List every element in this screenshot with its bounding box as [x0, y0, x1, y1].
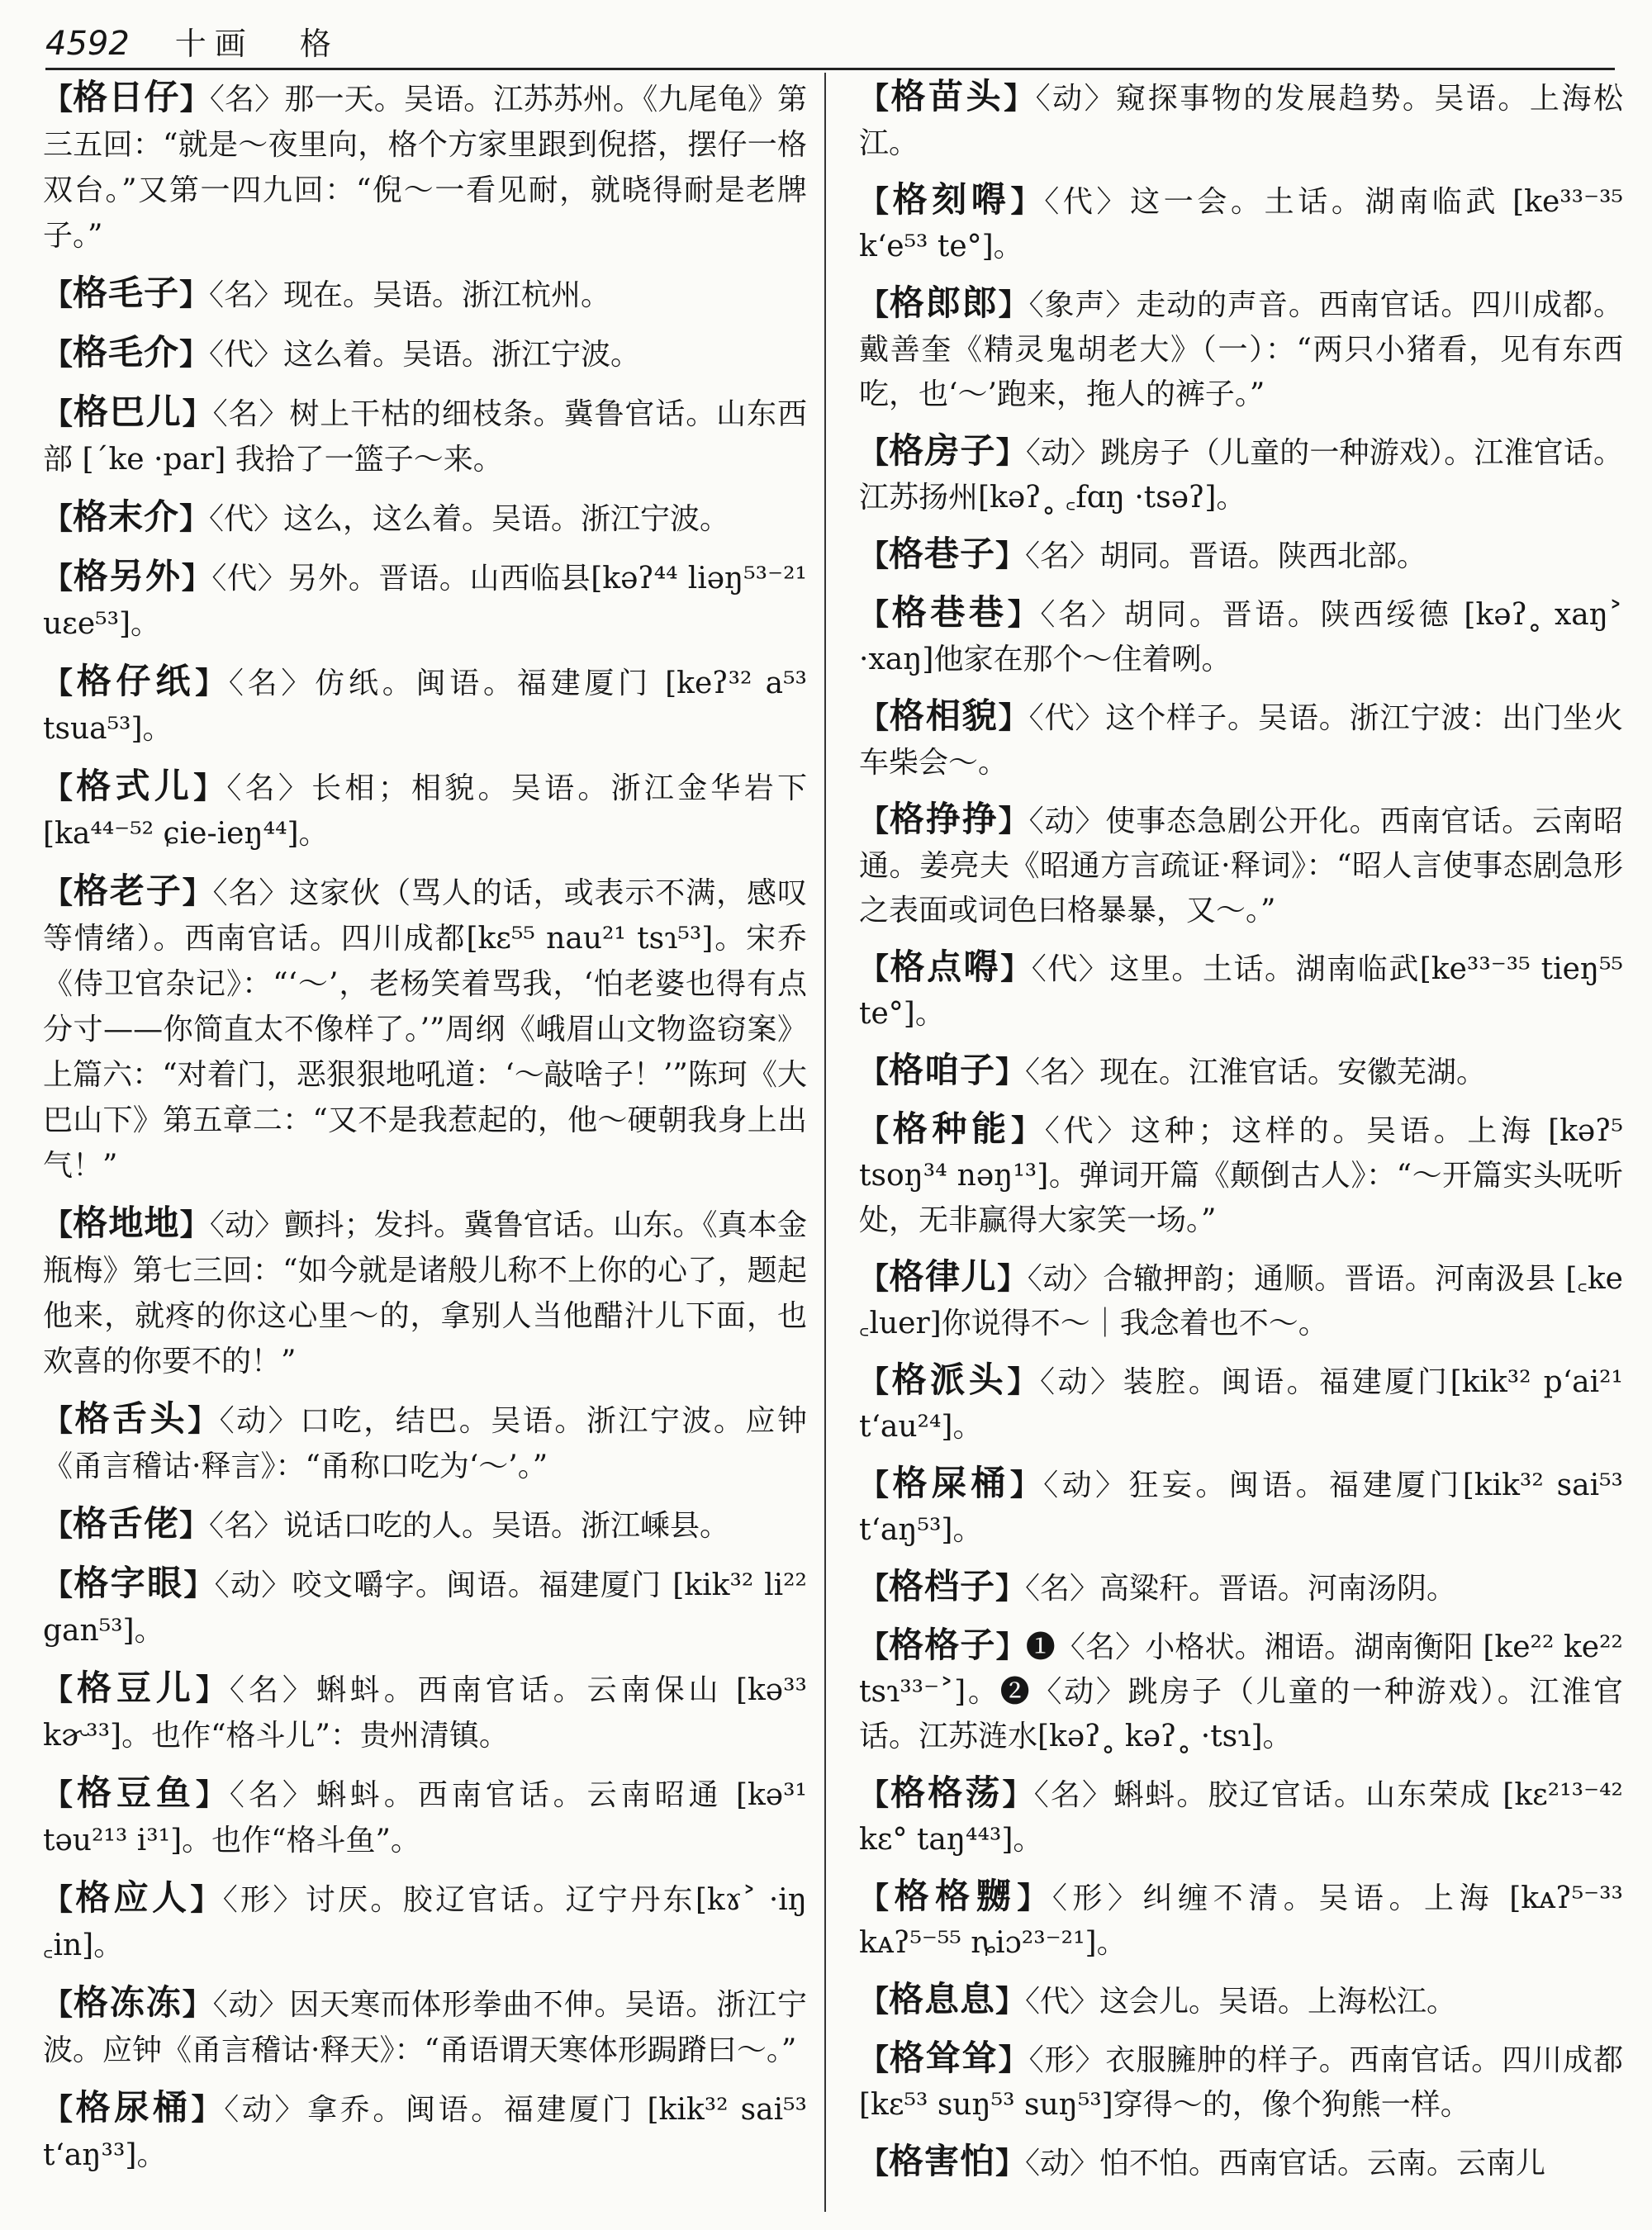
- headword-bracket-close: 】: [995, 1055, 1026, 1089]
- headword-bracket-close: 】: [182, 875, 213, 910]
- definition: 〈动〉怕不怕。西南官话。云南。云南儿: [1025, 2147, 1546, 2180]
- dictionary-entry: [859, 1564, 1623, 1611]
- column-divider: [824, 73, 826, 2212]
- headword: 格毛介: [73, 332, 180, 372]
- headword-bracket-open: 【: [43, 875, 74, 910]
- headword-bracket-close: 】: [1010, 1113, 1045, 1148]
- headword-bracket-open: 【: [859, 1113, 893, 1148]
- dictionary-entry: [859, 945, 1623, 1037]
- dictionary-entry: [43, 868, 807, 1189]
- definition: 〈动〉装腔。闽语。福建厦门[kik³² pʻai²¹ tʻau²⁴]。: [859, 1365, 1623, 1444]
- headword-bracket-open: 【: [43, 1403, 75, 1438]
- headword-bracket-close: 】: [995, 1571, 1026, 1606]
- headword: 格律儿: [889, 1256, 998, 1297]
- headword-bracket-close: 】: [995, 539, 1026, 573]
- headword-bracket-close: 】: [1000, 951, 1032, 986]
- dictionary-entry: [859, 1623, 1623, 1759]
- definition: 〈动〉窥探事物的发展趋势。吴语。上海松江。: [859, 82, 1623, 160]
- headword-bracket-close: 】: [179, 278, 210, 312]
- headword: 格冻冻: [73, 1982, 183, 2023]
- headword-bracket-close: 】: [1002, 1777, 1034, 1812]
- dictionary-entry: [859, 1255, 1623, 1346]
- definition: 〈名〉那一天。吴语。江苏苏州。《九尾龟》第三五回：“就是～夜里向，格个方家里跟到倪搭，摆仔一格双台。”又第一四九回：“倪～一看见耐，就晓得耐是老牌子。”: [43, 83, 807, 253]
- definition: 〈名〉现在。吴语。浙江杭州。: [209, 278, 611, 312]
- headword-bracket-open: 【: [859, 597, 892, 632]
- definition: 〈代〉这个样子。吴语。浙江宁波：出门坐火车柴会～。: [859, 701, 1623, 780]
- headword-bracket-open: 【: [859, 81, 891, 116]
- headword: 格毛子: [73, 273, 180, 313]
- headword: 格格荡: [890, 1772, 1003, 1813]
- radical-label: 十画: [174, 26, 254, 62]
- definition: 〈代〉另外。晋语。山西临县[kəʔ⁴⁴ liəŋ⁵³⁻²¹ uɛe⁵³]。: [43, 562, 807, 641]
- definition: 〈动〉合辙押韵；通顺。晋语。河南汲县 [꜀ke ꜀luer]你说得不～｜我念着也不～。: [859, 1262, 1623, 1340]
- definition: 〈名〉现在。江淮官话。安徽芜湖。: [1025, 1056, 1487, 1089]
- headword-bracket-close: 】: [182, 396, 213, 431]
- headword-bracket-open: 【: [859, 1984, 890, 2019]
- headword-bracket-open: 【: [859, 804, 890, 838]
- dictionary-entry: [859, 178, 1623, 269]
- page-header: [45, 18, 1615, 70]
- definition: 〈动〉狂妄。闽语。福建厦门[kik³² sai⁵³ tʻaŋ⁵³]。: [859, 1468, 1623, 1547]
- definition: 〈代〉这种；这样的。吴语。上海 [kəʔ⁵ tsoŋ³⁴ nəŋ¹³]。弹词开篇《颠倒古人》：“～开篇实头呒听处，无非赢得大家笑一场。”: [859, 1114, 1623, 1237]
- headword: 格末介: [73, 496, 180, 537]
- dictionary-entry: [43, 74, 807, 259]
- definition: 〈名〉仿纸。闽语。福建厦门 [keʔ³² a⁵³ tsua⁵³]。: [43, 667, 807, 746]
- dictionary-entry: [43, 1665, 807, 1758]
- headword-bracket-close: 】: [1009, 1468, 1044, 1502]
- headword: 格巴儿: [73, 391, 183, 432]
- definition: 〈动〉颤抖；发抖。冀鲁官话。山东。《真本金瓶梅》第七三回：“如今就是诸般儿称不上你的心了，题起他来，就疼的你这心里～的，拿别人当他醋汁儿下面，也欢喜的你要不的！”: [43, 1208, 807, 1378]
- headword-bracket-close: 】: [182, 1987, 213, 2022]
- definition: 〈代〉这么着。吴语。浙江宁波。: [209, 338, 641, 372]
- headword-bracket-close: 】: [1017, 1881, 1052, 1915]
- headword-bracket-close: 】: [1007, 1364, 1040, 1399]
- headword-bracket-close: 】: [995, 435, 1026, 470]
- headword-bracket-open: 【: [43, 561, 74, 595]
- headword-bracket-open: 【: [43, 771, 77, 805]
- headword-bracket-open: 【: [43, 1987, 74, 2022]
- headword: 格刻嘚: [892, 179, 1011, 220]
- headword-bracket-open: 【: [859, 951, 890, 986]
- headword-bracket-open: 【: [859, 1055, 890, 1089]
- headword-bracket-open: 【: [43, 1672, 77, 1707]
- headword-bracket-close: 】: [998, 700, 1029, 735]
- headword-bracket-open: 【: [859, 539, 890, 573]
- headword: 格日仔: [73, 77, 180, 117]
- definition: 〈代〉这么，这么着。吴语。浙江宁波。: [209, 502, 730, 536]
- headword-bracket-close: 】: [191, 2092, 225, 2127]
- headword: 格豆儿: [76, 1668, 196, 1708]
- dictionary-entry: [43, 763, 807, 856]
- headword-bracket-close: 】: [190, 1882, 223, 1917]
- dictionary-entry: [859, 429, 1623, 520]
- headword-bracket-open: 【: [43, 2092, 76, 2127]
- headword-bracket-open: 【: [43, 501, 74, 536]
- definition: 〈动〉因天寒而体形拳曲不伸。吴语。浙江宁波。应钟《甬言稽诂·释天》：“甬语谓天寒体形跼蹐曰～。”: [43, 1988, 807, 2067]
- dictionary-entry: [43, 270, 807, 318]
- dictionary-entry: [859, 1358, 1623, 1450]
- dictionary-entry: [859, 2139, 1623, 2186]
- definition: 〈形〉衣服臃肿的样子。西南官话。四川成都 [kɛ⁵³ suŋ⁵³ suŋ⁵³]穿得～的，像个狗熊一样。: [859, 2043, 1623, 2122]
- headword-bracket-close: 】: [1004, 81, 1036, 116]
- headword-bracket-close: 】: [179, 501, 210, 536]
- headword: 格尿桶: [75, 2087, 192, 2128]
- headword: 格咱子: [889, 1050, 996, 1090]
- dictionary-entry: [859, 1874, 1623, 1966]
- definition: 〈象声〉走动的声音。西南官话。四川成都。戴善奎《精灵鬼胡老大》（一）：“两只小猪看，见有东西吃，也‘～’跑来，拖人的裤子。”: [859, 288, 1623, 411]
- headword: 格巷巷: [891, 592, 1008, 633]
- definition: 〈名〉蝌蚪。西南官话。云南保山 [kə³³ kɚ³³]。也作“格斗儿”：贵州清镇。: [43, 1673, 807, 1753]
- headword: 格房子: [889, 430, 996, 471]
- definition: 〈动〉使事态急剧公开化。西南官话。云南昭通。姜亮夫《昭通方言疏证·释词》：“昭人言使事态剧急形之表面或词色曰格暴暴，又～。”: [859, 804, 1623, 928]
- dictionary-entry: [859, 1048, 1623, 1095]
- definition: 〈形〉纠缠不清。吴语。上海 [kᴀʔ⁵⁻³³ kᴀʔ⁵⁻⁵⁵ ȵiɔ²³⁻²¹]。: [859, 1881, 1623, 1960]
- headword-bracket-open: 【: [859, 1881, 895, 1915]
- headword-bracket-open: 【: [43, 666, 77, 700]
- headword-bracket-open: 【: [43, 1882, 76, 1917]
- headword-bracket-open: 【: [43, 82, 74, 116]
- definition: 〈名〉高粱秆。晋语。河南汤阴。: [1025, 1572, 1457, 1606]
- dictionary-entry: [859, 1461, 1623, 1553]
- dictionary-entry: [859, 2036, 1623, 2128]
- headword-bracket-open: 【: [859, 1571, 890, 1606]
- dictionary-entry: [43, 1980, 807, 2073]
- definition: 〈动〉口吃，结巴。吴语。浙江宁波。应钟《甬言稽诂·释言》：“甬称口吃为‘～’。”: [43, 1404, 807, 1483]
- headword-bracket-open: 【: [859, 1261, 890, 1296]
- definition: 〈名〉说话口吃的人。吴语。浙江嵊县。: [209, 1509, 730, 1543]
- headword: 格耸耸: [889, 2038, 999, 2078]
- dictionary-entry: [43, 553, 807, 647]
- dictionary-entry: [43, 389, 807, 482]
- headword-bracket-open: 【: [859, 1468, 893, 1502]
- headword-bracket-open: 【: [859, 2146, 890, 2180]
- headword: 格格子: [889, 1625, 996, 1665]
- headword: 格档子: [889, 1566, 996, 1606]
- headword: 格仔纸: [76, 661, 196, 701]
- dictionary-entry: [43, 1770, 807, 1863]
- headword-bracket-open: 【: [43, 1568, 74, 1602]
- headword-bracket-open: 【: [859, 435, 890, 470]
- headword-bracket-close: 】: [195, 666, 229, 700]
- headword: 格郎郎: [889, 282, 999, 323]
- headword-bracket-open: 【: [43, 1777, 77, 1812]
- definition: 〈动〉跳房子（儿童的一种游戏）。江淮官话。江苏扬州[kəʔ˳ ꜀fɑŋ ·tsəʔ]。: [859, 436, 1623, 515]
- headword-bracket-close: 】: [181, 561, 212, 595]
- headword-bracket-close: 】: [998, 2043, 1029, 2077]
- headword: 格巷子: [889, 534, 996, 574]
- dictionary-entry: [43, 1875, 807, 1968]
- page-number: 4592: [45, 25, 130, 63]
- definition: 〈代〉这一会。土话。湖南临武 [ke³³⁻³⁵ kʻe⁵³ te°]。: [859, 185, 1623, 263]
- headword-bracket-open: 【: [859, 184, 893, 219]
- definition: 〈名〉胡同。晋语。陕西绥德 [kəʔ˳ xaŋ˃ ·xaŋ]他家在那个～住着咧。: [859, 598, 1623, 676]
- headword-bracket-open: 【: [859, 700, 890, 735]
- definition: 〈名〉这家伙（骂人的话，或表示不满，感叹等情绪）。西南官话。四川成都[kɛ⁵⁵ nau²¹ tsɿ⁵³]。宋乔《侍卫官杂记》：“‘～’，老杨笑着骂我，‘怕老婆也得有点分寸——你简直太不像样了。’”周纲《峨眉山文物盗窃案》上篇六：“对着门，恶狠狠地吼道：‘～敲啥子！’”陈珂《大巴山下》第五章二：“又不是我惹起的，他～硬朝我身上出气！”: [43, 876, 807, 1183]
- definition: 〈名〉胡同。晋语。陕西北部。: [1025, 539, 1427, 573]
- headword: 格派头: [891, 1359, 1008, 1400]
- headword: 格舌佬: [73, 1503, 180, 1544]
- headword-bracket-close: 】: [995, 2146, 1026, 2180]
- definition: 〈代〉这会儿。吴语。上海松江。: [1025, 1985, 1457, 2019]
- headword-bracket-open: 【: [43, 1508, 74, 1543]
- headword-bracket-open: 【: [43, 278, 74, 312]
- headword-bracket-open: 【: [859, 1364, 892, 1399]
- headword-bracket-close: 】: [179, 82, 210, 116]
- headword: 格字眼: [74, 1563, 184, 1603]
- headword: 格害怕: [889, 2141, 996, 2181]
- dictionary-entry: [859, 532, 1623, 579]
- dictionary-entry: [43, 1396, 807, 1489]
- headword: 格老子: [73, 871, 183, 911]
- head-character: 格: [299, 26, 331, 62]
- headword-bracket-open: 【: [859, 1630, 890, 1664]
- headword: 格舌头: [74, 1398, 188, 1439]
- headword-bracket-close: 】: [1010, 184, 1045, 219]
- headword: 格格嬲: [894, 1876, 1018, 1916]
- definition: 〈代〉这里。土话。湖南临武[ke³³⁻³⁵ tieŋ⁵⁵ te°]。: [859, 952, 1623, 1031]
- headword: 格另外: [73, 556, 182, 596]
- headword-bracket-close: 】: [179, 337, 210, 372]
- headword-bracket-close: 】: [183, 1568, 215, 1602]
- headword: 格豆鱼: [76, 1772, 196, 1813]
- definition: 〈形〉讨厌。胶辽官话。辽宁丹东[kɤ˃ ·iŋ ꜀in]。: [43, 1883, 807, 1962]
- headword: 格式儿: [76, 766, 194, 806]
- dictionary-entry: [859, 1107, 1623, 1243]
- headword-bracket-close: 】: [195, 1672, 230, 1707]
- headword-bracket-open: 【: [43, 396, 74, 431]
- definition: 〈动〉咬文嚼字。闽语。福建厦门 [kik³² li²² gan⁵³]。: [43, 1568, 807, 1648]
- dictionary-entry: [43, 2085, 807, 2178]
- dictionary-entry: [43, 658, 807, 752]
- headword-bracket-close: 】: [188, 1403, 220, 1438]
- headword-bracket-close: 】: [998, 287, 1029, 322]
- headword-bracket-open: 【: [859, 287, 890, 322]
- left-column: [43, 74, 807, 2190]
- definition: 〈名〉树上干枯的细枝条。冀鲁官话。山东西部 [ˊke ·par] 我拾了一篮子～来。: [43, 397, 807, 477]
- definition: 〈动〉拿乔。闽语。福建厦门 [kik³² sai⁵³ tʻaŋ³³]。: [43, 2093, 807, 2172]
- dictionary-entry: [859, 281, 1623, 417]
- headword-bracket-open: 【: [43, 337, 74, 372]
- headword-bracket-close: 】: [179, 1208, 210, 1242]
- definition: 〈名〉长相；相貌。吴语。浙江金华岩下 [ka⁴⁴⁻⁵² ɕie-ieŋ⁴⁴]。: [43, 771, 807, 851]
- headword: 格屎桶: [892, 1463, 1010, 1503]
- headword-bracket-close: 】: [195, 1777, 230, 1812]
- headword: 格苗头: [890, 76, 1004, 116]
- headword-bracket-open: 【: [859, 2043, 890, 2077]
- headword: 格种能: [892, 1108, 1011, 1149]
- dictionary-entry: [859, 1977, 1623, 2024]
- definition: ❶〈名〉小格状。湘语。湖南衡阳 [ke²² ke²² tsɿ³³⁻˃]。❷〈动〉跳房子（儿童的一种游戏）。江淮官话。江苏涟水[kəʔ˳ kəʔ˳ ·tsɿ]。: [859, 1630, 1623, 1753]
- headword: 格地地: [73, 1203, 180, 1243]
- headword-bracket-close: 】: [998, 804, 1029, 838]
- headword-bracket-close: 】: [1007, 597, 1041, 632]
- dictionary-entry: [43, 1200, 807, 1384]
- dictionary-entry: [43, 1501, 807, 1549]
- headword-bracket-close: 】: [997, 1261, 1028, 1296]
- dictionary-entry: [859, 1771, 1623, 1862]
- headword: 格相貌: [889, 695, 999, 736]
- dictionary-entry: [43, 1560, 807, 1654]
- dictionary-entry: [859, 591, 1623, 682]
- right-column: [859, 74, 1623, 2198]
- headword-bracket-close: 】: [179, 1508, 210, 1543]
- dictionary-entry: [859, 74, 1623, 166]
- dictionary-entry: [859, 694, 1623, 785]
- definition: 〈名〉蝌蚪。西南官话。云南昭通 [kə³¹ təu²¹³ i³¹]。也作“格斗鱼”。: [43, 1778, 807, 1858]
- headword-bracket-open: 【: [859, 1777, 891, 1812]
- dictionary-entry: [43, 330, 807, 377]
- headword: 格息息: [889, 1979, 996, 2019]
- definition: 〈名〉蝌蚪。胶辽官话。山东荣成 [kɛ²¹³⁻⁴² kɛ° taŋ⁴⁴³]。: [859, 1778, 1623, 1857]
- headword: 格挣挣: [889, 799, 999, 839]
- headword: 格应人: [75, 1877, 191, 1918]
- headword-bracket-close: 】: [995, 1630, 1026, 1664]
- headword-bracket-open: 【: [43, 1208, 74, 1242]
- dictionary-entry: [43, 494, 807, 542]
- dictionary-entry: [859, 797, 1623, 933]
- headword-bracket-close: 】: [995, 1984, 1026, 2019]
- headword-bracket-close: 】: [193, 771, 227, 805]
- headword: 格点嘚: [890, 947, 1001, 987]
